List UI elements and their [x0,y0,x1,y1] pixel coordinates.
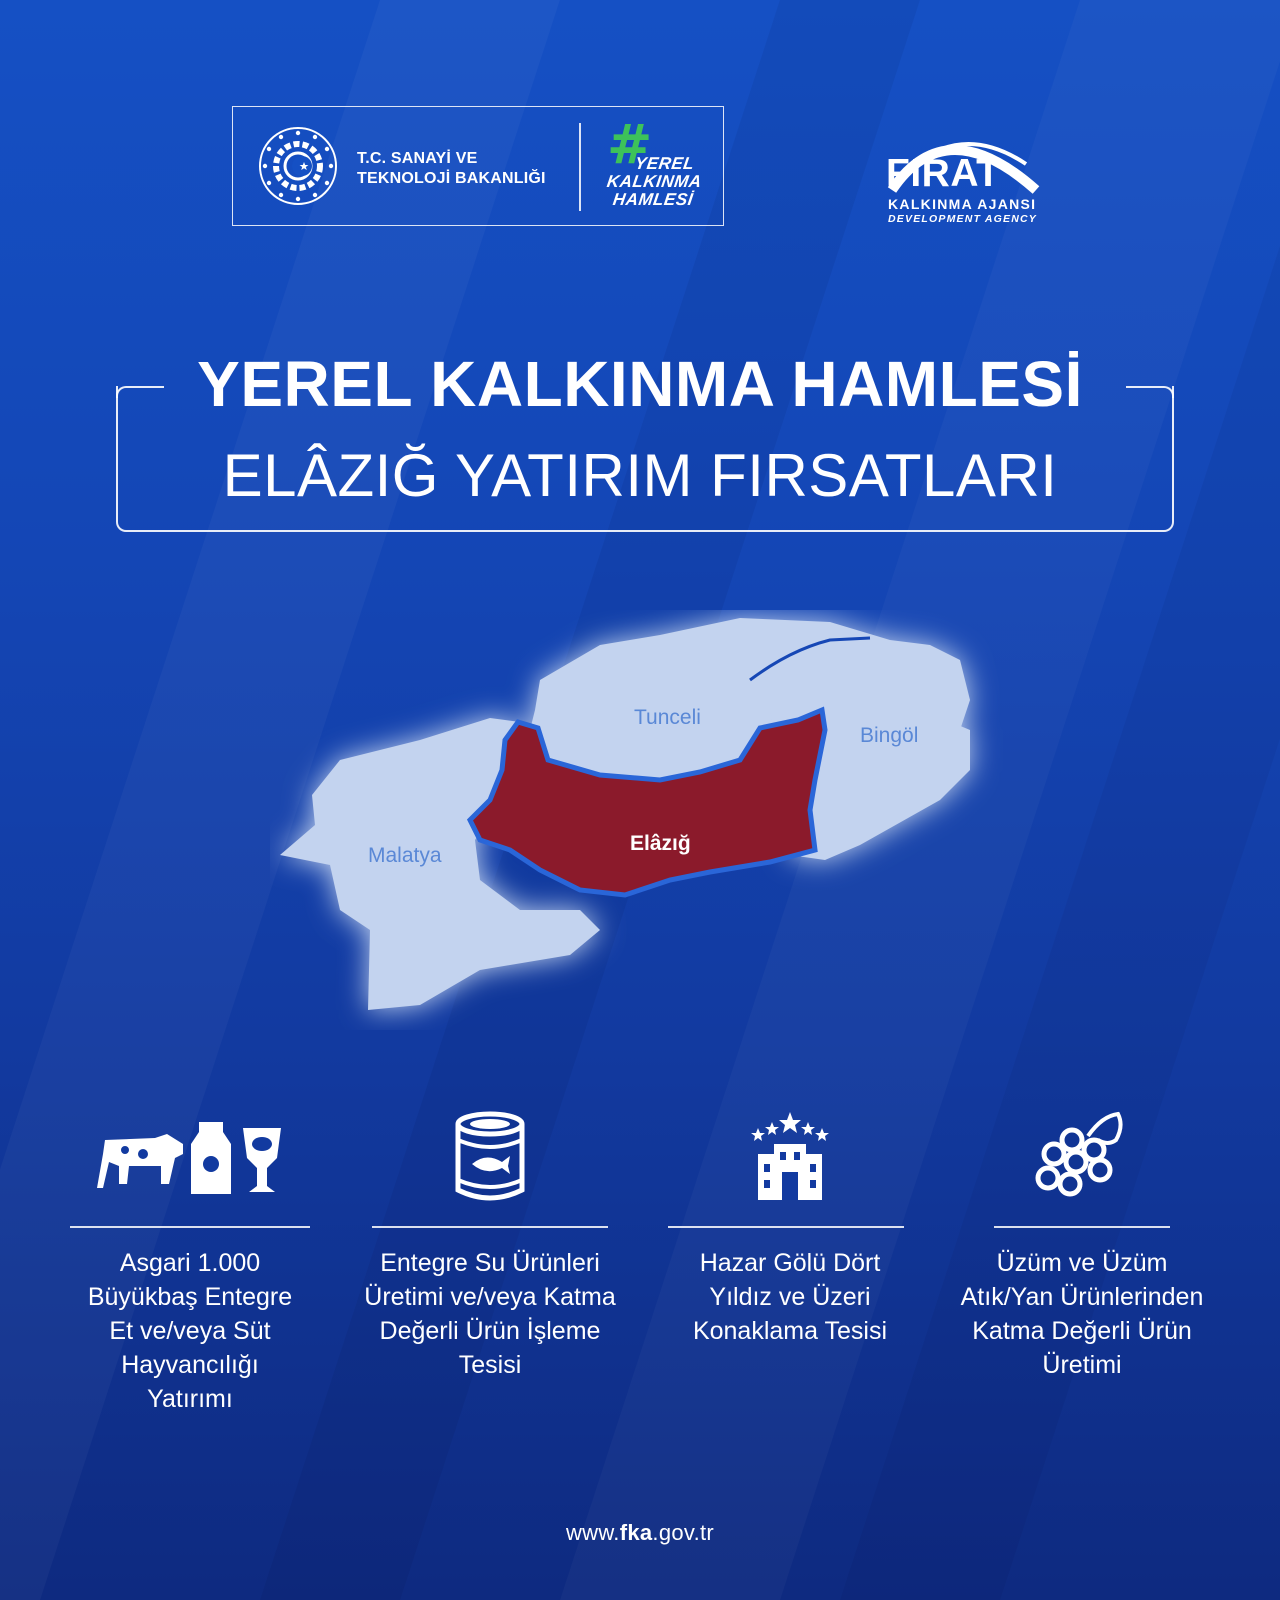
item-divider [994,1226,1170,1228]
website-link[interactable]: www.fka.gov.tr [565,1520,715,1545]
ministry-logo-box [232,106,724,226]
opportunity-text: Entegre Su Ürünleri Üretimi ve/veya Katma Değerli Ürün İşleme Tesisi [364,1249,616,1379]
agency-subtitle: KALKINMA AJANSI [888,196,1037,212]
campaign-logo: # YEREL KALKINMA HAMLESİ [605,113,704,209]
page-subtitle: ELÂZIĞ YATIRIM FIRSATLARI [222,442,1058,509]
opportunity-text: Asgari 1.000 Büyükbaş Entegre Et ve/veya Süt Hayvancılığı Yatırımı [87,1249,293,1413]
map-label-tunceli: Tunceli [634,706,701,729]
agency-name: FIRAT [886,152,1001,195]
map-label-malatya: Malatya [368,844,442,867]
hashtag-icon: # [607,113,653,176]
ministry-name: T.C. SANAYİ VE TEKNOLOJİ BAKANLIĞI [357,150,546,187]
opportunity-text: Hazar Gölü Dört Yıldız ve Üzeri Konaklama Tesisi [692,1249,888,1345]
agency-subtitle-en: DEVELOPMENT AGENCY [888,213,1037,225]
grapes-icon [1032,1110,1132,1204]
map-label-bingol: Bingöl [860,724,919,747]
map-svg [270,610,1010,1030]
item-divider [70,1226,310,1228]
hotel-stars-icon [750,1110,830,1204]
ministry-seal-icon [257,125,339,207]
fish-can-icon [450,1110,530,1204]
opportunity-text: Üzüm ve Üzüm Atık/Yan Ürünlerinden Katma Değerli Ürün Üretimi [960,1249,1204,1379]
region-map [270,610,1010,1030]
livestock-dairy-meat-icon [95,1110,285,1200]
item-divider [372,1226,608,1228]
map-label-elazig: Elâzığ [630,832,691,855]
agency-logo [880,110,1050,228]
page-title: YEREL KALKINMA HAMLESİ [197,348,1083,420]
item-divider [668,1226,904,1228]
header-divider [579,123,581,211]
